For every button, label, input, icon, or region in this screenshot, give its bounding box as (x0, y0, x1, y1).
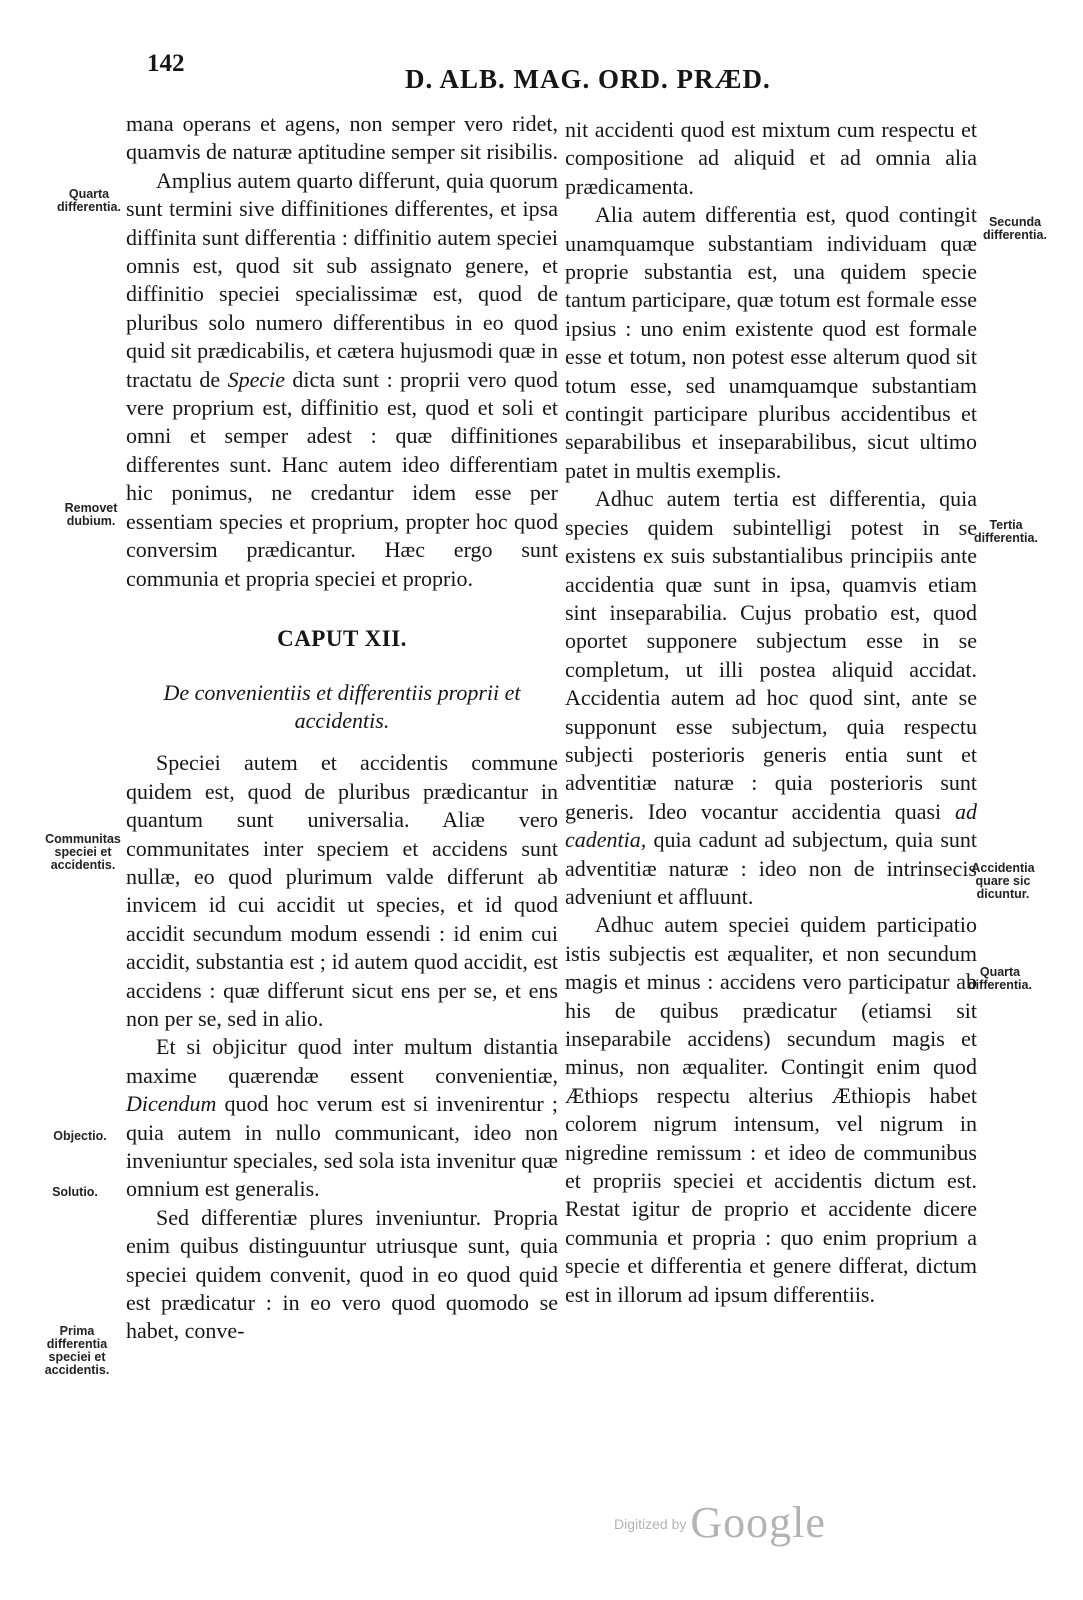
margin-note-communitas: Communitas speciei et accidentis. (45, 832, 121, 872)
margin-note-removet-dubium: Removet dubium. (64, 501, 118, 528)
paragraph: Et si objicitur quod inter multum distantia maxime quærendæ essent convenientiæ, Dicendum quod hoc verum est si invenirentur ; quia autem in nullo communicant, ideo non inveniuntur speciales, sed sola ista invenitur quæ omnium est generalis. (126, 1034, 558, 1202)
chapter-title: CAPUT XII. (277, 625, 407, 651)
margin-note-secunda-differentia: Secunda differentia. (983, 215, 1047, 242)
margin-note-accidentia: Accidentia quare sic dicuntur. (971, 861, 1035, 901)
digitized-by-watermark (614, 1497, 826, 1548)
paragraph: nit accidenti quod est mixtum cum respectu et compositione ad aliquid et ad omnia alia prædicamenta. (565, 117, 977, 199)
digitized-by-label: Digitized by (614, 1516, 687, 1532)
page-number: 142 (147, 50, 185, 77)
margin-note-objectio: Objectio. (53, 1129, 107, 1143)
chapter-subtitle: De convenientiis et differentiis proprii et accidentis. (163, 680, 521, 734)
margin-note-tertia-differentia: Tertia differentia. (974, 518, 1038, 545)
paragraph: Sed differentiæ plures inveniuntur. Propria enim quibus distinguuntur utriusque sunt, quia speciei quidem convenit, quod in eo quod quid est prædicatur : in eo vero quod quomodo se habet, conve- (126, 1204, 558, 1344)
paragraph: Amplius autem quarto differunt, quia quorum sunt termini sive diffinitiones differentes, et ipsa diffinita sunt differentia : diffinitio autem speciei omnis est, quod sit sub assignato genere, et diffinitio speciei specialissimæ est, quod de pluribus solo numero differentibus in eo quod quid sit prædicabilis, et cætera hujusmodi quæ in tractatu de Specie dicta sunt : proprii vero quod vere proprium est, diffinitio est, quod et soli et omni et semper adest : quæ diffinitiones differentes sunt. Hanc autem ideo differentiam hic ponimus, ne credantur idem esse per essentiam species et proprium, propter hoc quod conversim prædicantur. Hæc ergo sunt communia et propria speciei et proprio. (126, 167, 558, 591)
paragraph: Speciei autem et accidentis commune quidem est, quod de pluribus prædicantur in quantum sunt universalia. Aliæ vero communitates inter speciem et accidens sunt nullæ, eo quod plurimum valde differunt ab invicem id cui accidit ut species, et id quod accidit secundum modum essendi : id enim cui accidit, substantia est ; id autem quod accidit, est accidens : quæ differunt sicut ens per se, et ens non per se, sed in alio. (126, 750, 558, 1031)
paragraph: Alia autem differentia est, quod contingit unamquamque substantiam individuam quæ proprie substantia est, una quidem specie tantum participare, quæ totum est formale esse ipsius : uno enim existente quod est formale esse et totum, non potest esse alterum quod sit totum esse, sed unamquamque substantiam contingit participare pluribus accidentibus et separabilibus et inseparabilibus, sicut ultimo patet in multis exemplis. (565, 202, 977, 483)
right-column (565, 116, 977, 1309)
margin-note-prima-differentia: Prima differentia speciei et accidentis. (44, 1324, 110, 1377)
margin-note-solutio: Solutio. (52, 1185, 98, 1199)
paragraph: Adhuc autem speciei quidem participatio istis subjectis est æqualiter, et non secundum magis et minus : accidens vero participatur ab his de quibus prædicatur (etiamsi sit inseparabile accidens) secundum magis et minus, non æqualiter. Contingit enim quod Æthiops respectu alterius Æthiopis habet colorem nigrum intensum, vel nigrum in nigredine remissum : et ideo de communibus et propriis speciei et accidentis dictum est. Restat igitur de proprio et accidente dicere communia et propria : quo enim proprium a specie et differentia et genere differat, dictum est in illorum ad ipsum differentiis. (565, 912, 977, 1307)
running-title: D. ALB. MAG. ORD. PRÆD. (405, 64, 771, 94)
margin-note-quarta-differentia: Quarta differentia. (57, 187, 121, 214)
paragraph: Adhuc autem tertia est differentia, quia species quidem subintelligi potest in se existens ex suis substantialibus principiis ante accidentia quæ sunt in ipsa, quamvis etiam sint inseparabilia. Cujus probatio est, quod oportet supponere subjectum esse in se completum, ut illi postea aliquid accidat. Accidentia autem ad hoc quod sint, ante se supponunt esse subjectum, quia respectu subjecti posterioris generis entia sunt et adventitiæ naturæ : quia posterioris sunt generis. Ideo vocantur accidentia quasi ad cadentia, quia cadunt ad subjectum, quia sunt adventitiæ naturæ : ideo non de intrinsecis adveniunt et affluunt. (565, 486, 978, 909)
google-logo: Google (690, 1498, 826, 1547)
left-column (126, 110, 558, 1346)
margin-note-quarta-differentia-right: Quarta differentia. (968, 965, 1032, 992)
paragraph: mana operans et agens, non semper vero ridet, quamvis de naturæ aptitudine semper sit risibilis. (126, 111, 558, 165)
